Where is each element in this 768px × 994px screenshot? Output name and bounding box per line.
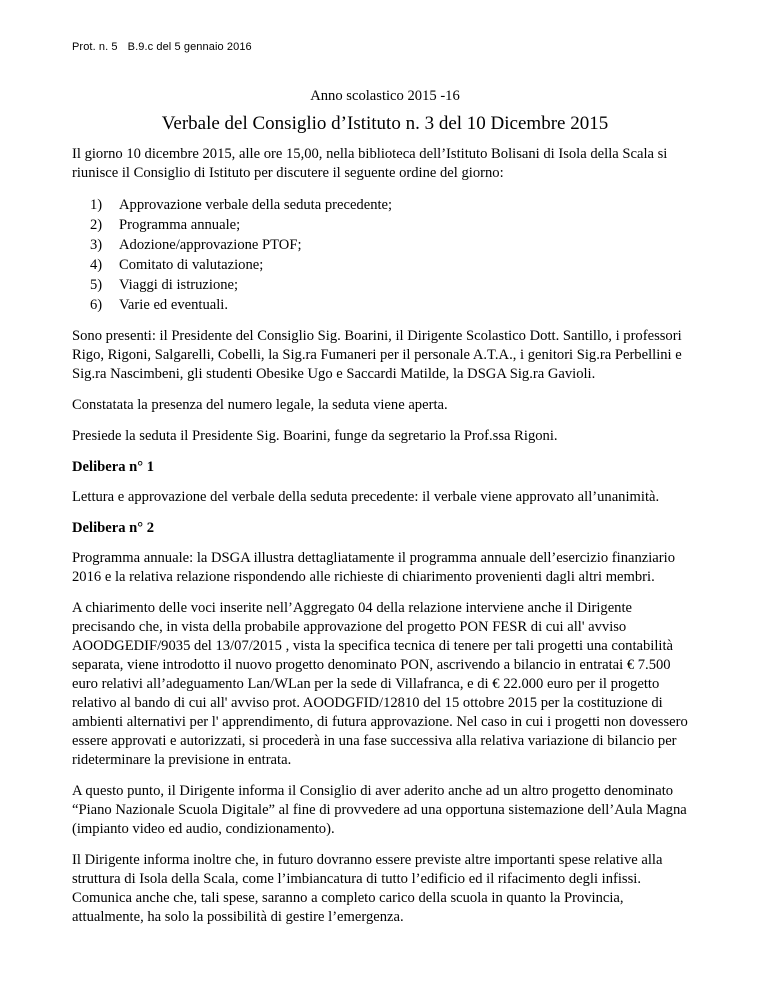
agenda-item bbox=[72, 235, 698, 255]
agenda-number: 6) bbox=[90, 297, 103, 313]
document-body bbox=[72, 87, 698, 939]
agenda-item bbox=[72, 275, 698, 295]
agenda-text: Varie ed eventuali. bbox=[119, 297, 228, 313]
protocol-number: Prot. n. 5 bbox=[72, 41, 118, 53]
agenda-list bbox=[72, 195, 698, 315]
agenda-text: Approvazione verbale della seduta precedente; bbox=[119, 197, 393, 213]
delibera-2-heading: Delibera n° 2 bbox=[72, 520, 155, 536]
agenda-number: 1) bbox=[90, 197, 103, 213]
agenda-number: 3) bbox=[90, 237, 103, 253]
attendees-paragraph: Sono presenti: il Presidente del Consiglio Sig. Boarini, il Dirigente Scolastico Dott. Santillo, i professori Rigo, Rigoni, Salgarelli, Cobelli, la Sig.ra Fumaneri per il personale A.T.A., i genitori Sig.ra Perbellini e Sig.ra Nascimbeni, gli studenti Obesike Ugo e Saccardi Matilde, la DSGA Sig.ra Gavioli. bbox=[72, 328, 682, 382]
delibera-1-heading: Delibera n° 1 bbox=[72, 459, 155, 475]
agenda-number: 4) bbox=[90, 257, 103, 273]
delibera-2-paragraph: A chiarimento delle voci inserite nell’Aggregato 04 della relazione interviene anche il Dirigente precisando che, in vista della probabile approvazione del progetto PON FESR di cui all' avviso AOODGEDIF/9035 del 13/07/2015 , vista la specifica tecnica di tenere per tali progetti una contabilità separata, viene introdotto il nuovo progetto denominato PON, ascrivendo a bilancio in entratai € 7.500 euro relativi all’adeguamento Lan/WLan per la sede di Villafranca, e di € 22.000 euro per il progetto relativo al bando di cui all' avviso prot. AOODGFID/12810 del 15 ottobre 2015 per la costituzione di ambienti alternativi per l' apprendimento, di futura approvazione. Nel caso in cui i progetti non dovessero essere approvati e autorizzati, si procederà in una fase successiva alla relativa variazione di bilancio per rideterminare la previsione in entrata. bbox=[72, 600, 688, 768]
agenda-item bbox=[72, 215, 698, 235]
chair-paragraph: Presiede la seduta il Presidente Sig. Boarini, funge da segretario la Prof.ssa Rigoni. bbox=[72, 428, 558, 444]
protocol-classification: B.9.c del 5 gennaio 2016 bbox=[127, 41, 252, 53]
agenda-item bbox=[72, 195, 698, 215]
intro-paragraph: Il giorno 10 dicembre 2015, alle ore 15,00, nella biblioteca dell’Istituto Bolisani di Isola della Scala si riunisce il Consiglio di Istituto per discutere il seguente ordine del giorno: bbox=[72, 146, 668, 181]
delibera-1-text: Lettura e approvazione del verbale della seduta precedente: il verbale viene approvato all’unanimità. bbox=[72, 489, 660, 505]
agenda-item bbox=[72, 295, 698, 315]
delibera-2-paragraph: Programma annuale: la DSGA illustra dettagliatamente il programma annuale dell’esercizio finanziario 2016 e la relativa relazione rispondendo alle richieste di chiarimento provenienti dagli altri membri. bbox=[72, 550, 675, 585]
document-title: Verbale del Consiglio d’Istituto n. 3 del 10 Dicembre 2015 bbox=[161, 113, 609, 134]
agenda-text: Adozione/approvazione PTOF; bbox=[119, 237, 302, 253]
quorum-paragraph: Constatata la presenza del numero legale, la seduta viene aperta. bbox=[72, 397, 448, 413]
agenda-text: Programma annuale; bbox=[119, 217, 241, 233]
school-year: Anno scolastico 2015 -16 bbox=[310, 88, 460, 104]
agenda-item bbox=[72, 255, 698, 275]
protocol-header bbox=[72, 41, 252, 53]
delibera-2-paragraph: A questo punto, il Dirigente informa il Consiglio di aver aderito anche ad un altro progetto denominato “Piano Nazionale Scuola Digitale” al fine di provvedere ad una opportuna sistemazione dell’Aula Magna (impianto video ed audio, condizionamento). bbox=[72, 783, 687, 837]
agenda-number: 5) bbox=[90, 277, 103, 293]
agenda-text: Comitato di valutazione; bbox=[119, 257, 264, 273]
agenda-text: Viaggi di istruzione; bbox=[119, 277, 239, 293]
delibera-2-paragraph: Il Dirigente informa inoltre che, in futuro dovranno essere previste altre importanti spese relative alla struttura di Isola della Scala, come l’imbiancatura di tutto l’edificio ed il rifacimento degli infissi. Comunica anche che, tali spese, saranno a completo carico della scuola in quanto la Provincia, attualmente, ha solo la possibilità di gestire l’emergenza. bbox=[72, 852, 663, 925]
agenda-number: 2) bbox=[90, 217, 103, 233]
